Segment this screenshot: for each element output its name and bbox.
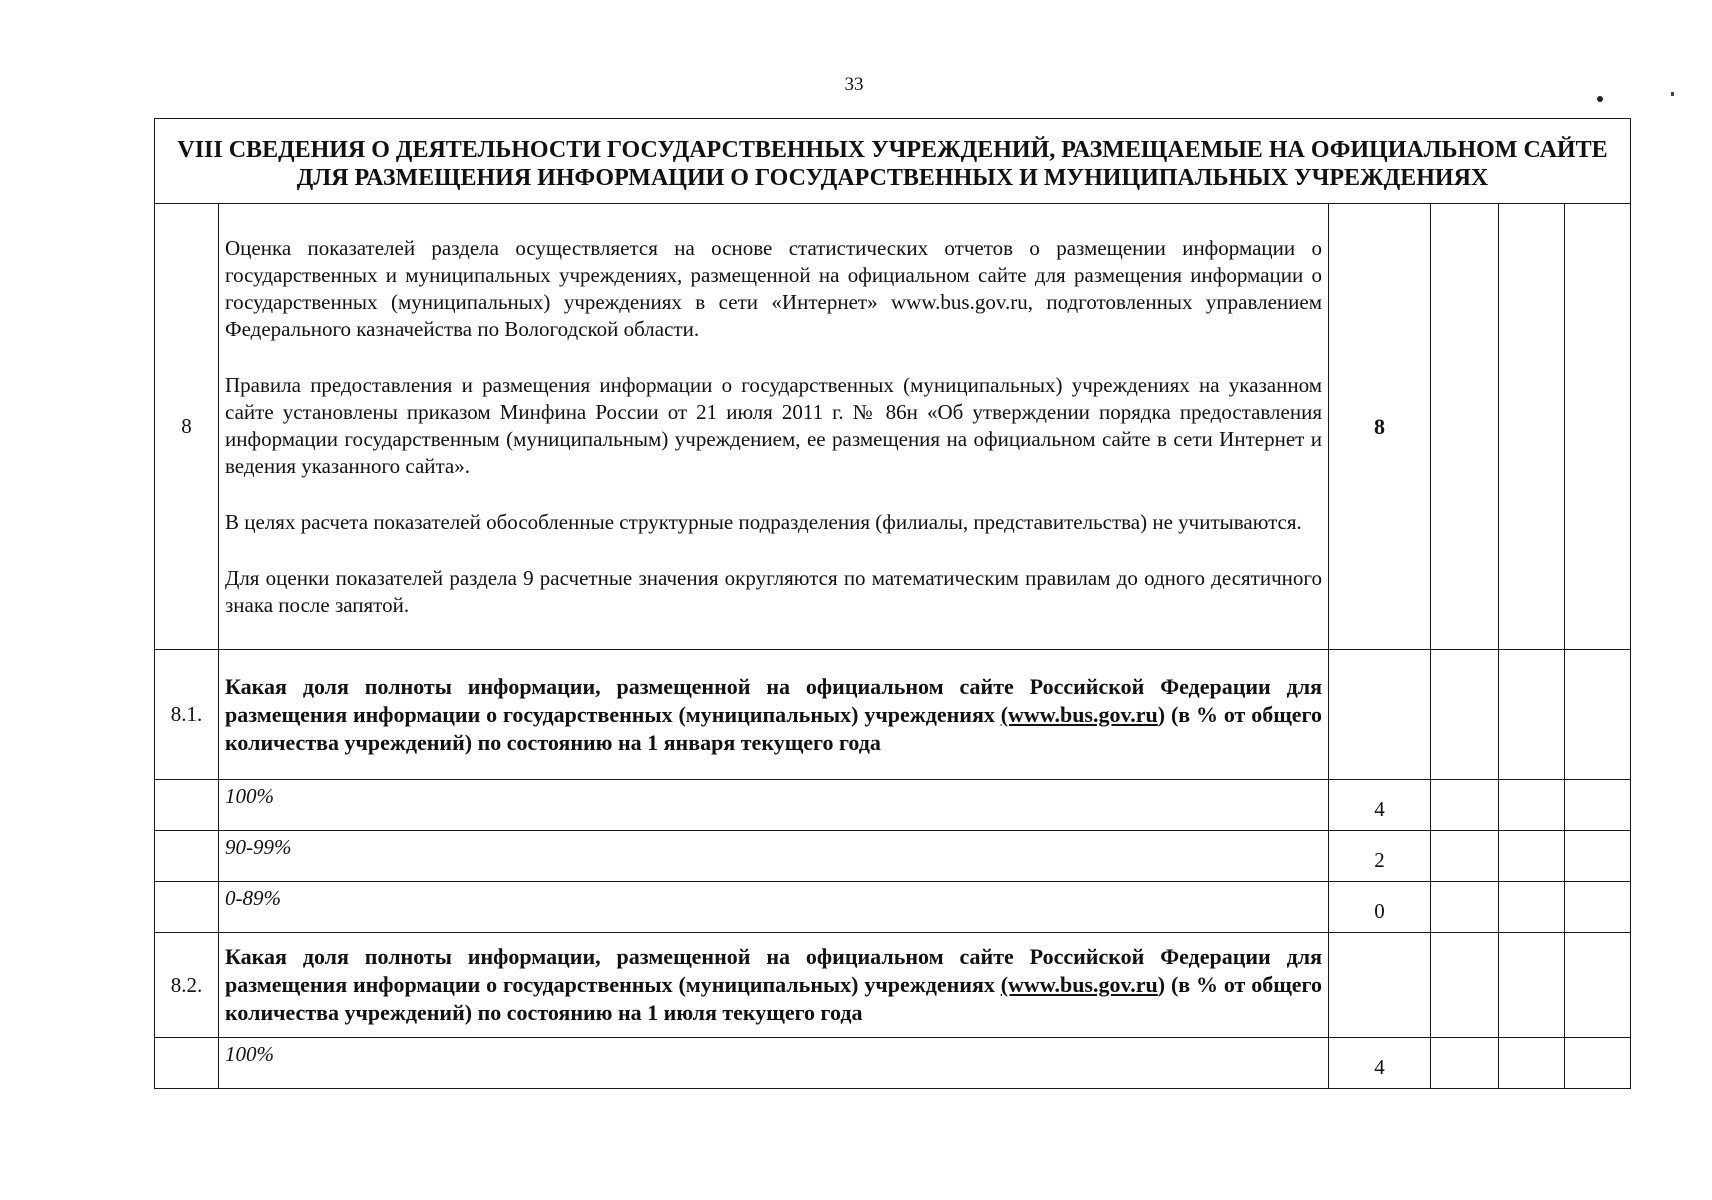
empty-cell	[155, 831, 219, 882]
empty-cell	[1499, 1038, 1565, 1089]
empty-cell	[1565, 204, 1631, 650]
table-row-question-8-2	[155, 933, 1631, 1038]
scan-speck-small	[1671, 92, 1674, 96]
empty-cell	[1499, 933, 1565, 1038]
section-8-description	[219, 204, 1329, 650]
empty-cell	[1565, 780, 1631, 831]
scan-speck	[1597, 96, 1603, 102]
option-score: 4	[1329, 780, 1431, 831]
empty-cell	[1431, 1038, 1499, 1089]
paragraph: Для оценки показателей раздела 9 расчетные значения округляются по математическим правилам до одного десятичного знака после запятой.	[225, 565, 1322, 617]
empty-cell	[1565, 882, 1631, 933]
empty-cell	[1499, 831, 1565, 882]
empty-cell	[1499, 204, 1565, 650]
empty-cell	[1431, 650, 1499, 780]
empty-cell	[1499, 780, 1565, 831]
option-label: 0-89%	[219, 882, 1329, 933]
max-score: 8	[1329, 204, 1431, 650]
empty-cell	[1431, 831, 1499, 882]
question-8-1-text	[219, 650, 1329, 780]
question-text: ) (в % от общего количества учреждений) по состоянию на 1 января текущего года	[225, 701, 1322, 755]
option-score: 2	[1329, 831, 1431, 882]
section-title: VIII СВЕДЕНИЯ О ДЕЯТЕЛЬНОСТИ ГОСУДАРСТВЕННЫХ УЧРЕЖДЕНИЙ, РАЗМЕЩАЕМЫЕ НА ОФИЦИАЛЬНОМ САЙТЕ ДЛЯ РАЗМЕЩЕНИЯ ИНФОРМАЦИИ О ГОСУДАРСТВЕННЫХ И МУНИЦИПАЛЬНЫХ УЧРЕЖДЕНИЯХ	[155, 119, 1631, 204]
table-row-option	[155, 1038, 1631, 1089]
table-row-option	[155, 831, 1631, 882]
table-row-option	[155, 882, 1631, 933]
question-text: Какая доля полноты информации, размещенной на официальном сайте Российской Федерации для размещения информации о государственных (муниципальных) учреждениях	[225, 944, 1322, 997]
row-number: 8	[155, 204, 219, 650]
empty-cell	[155, 780, 219, 831]
table-row-section-8	[155, 204, 1631, 650]
criteria-table	[154, 118, 1631, 1089]
row-number: 8.1.	[155, 650, 219, 780]
empty-cell	[1431, 933, 1499, 1038]
empty-cell	[1431, 780, 1499, 831]
site-link[interactable]: (www.bus.gov.ru	[1000, 701, 1158, 727]
empty-cell	[155, 882, 219, 933]
option-label: 100%	[219, 1038, 1329, 1089]
empty-cell	[1565, 650, 1631, 780]
empty-cell	[155, 1038, 219, 1089]
empty-cell	[1329, 933, 1431, 1038]
option-label: 100%	[219, 780, 1329, 831]
empty-cell	[1565, 831, 1631, 882]
paragraph: Оценка показателей раздела осуществляется на основе статистических отчетов о размещении информации о государственных и муниципальных учреждениях, размещенной на официальном сайте для размещения информации о государственных (муниципальных) учреждениях в сети «Интернет» www.bus.gov.ru, подготовленных управлением Федерального казначейства по Вологодской области.	[225, 235, 1322, 341]
empty-cell	[1499, 650, 1565, 780]
empty-cell	[1565, 933, 1631, 1038]
row-number: 8.2.	[155, 933, 219, 1038]
table-row-option	[155, 780, 1631, 831]
empty-cell	[1431, 882, 1499, 933]
empty-cell	[1565, 1038, 1631, 1089]
option-score: 0	[1329, 882, 1431, 933]
question-text: Какая доля полноты информации, размещенной на официальном сайте Российской Федерации для размещения информации о государственных (муниципальных) учреждениях	[225, 673, 1322, 727]
option-score: 4	[1329, 1038, 1431, 1089]
site-link[interactable]: (www.bus.gov.ru	[1000, 972, 1158, 997]
question-8-2-text	[219, 933, 1329, 1038]
question-text: ) (в % от общего количества учреждений) по состоянию на 1 июля текущего года	[225, 972, 1322, 1025]
paragraph: В целях расчета показателей обособленные структурные подразделения (филиалы, представительства) не учитываются.	[225, 509, 1302, 534]
empty-cell	[1329, 650, 1431, 780]
empty-cell	[1499, 882, 1565, 933]
paragraph: Правила предоставления и размещения информации о государственных (муниципальных) учреждениях на указанном сайте установлены приказом Минфина России от 21 июля 2011 г. № 86н «Об утверждении порядка предоставления информации государственным (муниципальным) учреждением, ее размещения на официальном сайте в сети Интернет и ведения указанного сайта».	[225, 372, 1322, 478]
table-row-question-8-1	[155, 650, 1631, 780]
option-label: 90-99%	[219, 831, 1329, 882]
empty-cell	[1431, 204, 1499, 650]
section-header-row	[155, 119, 1631, 204]
page-number: 33	[844, 74, 864, 95]
